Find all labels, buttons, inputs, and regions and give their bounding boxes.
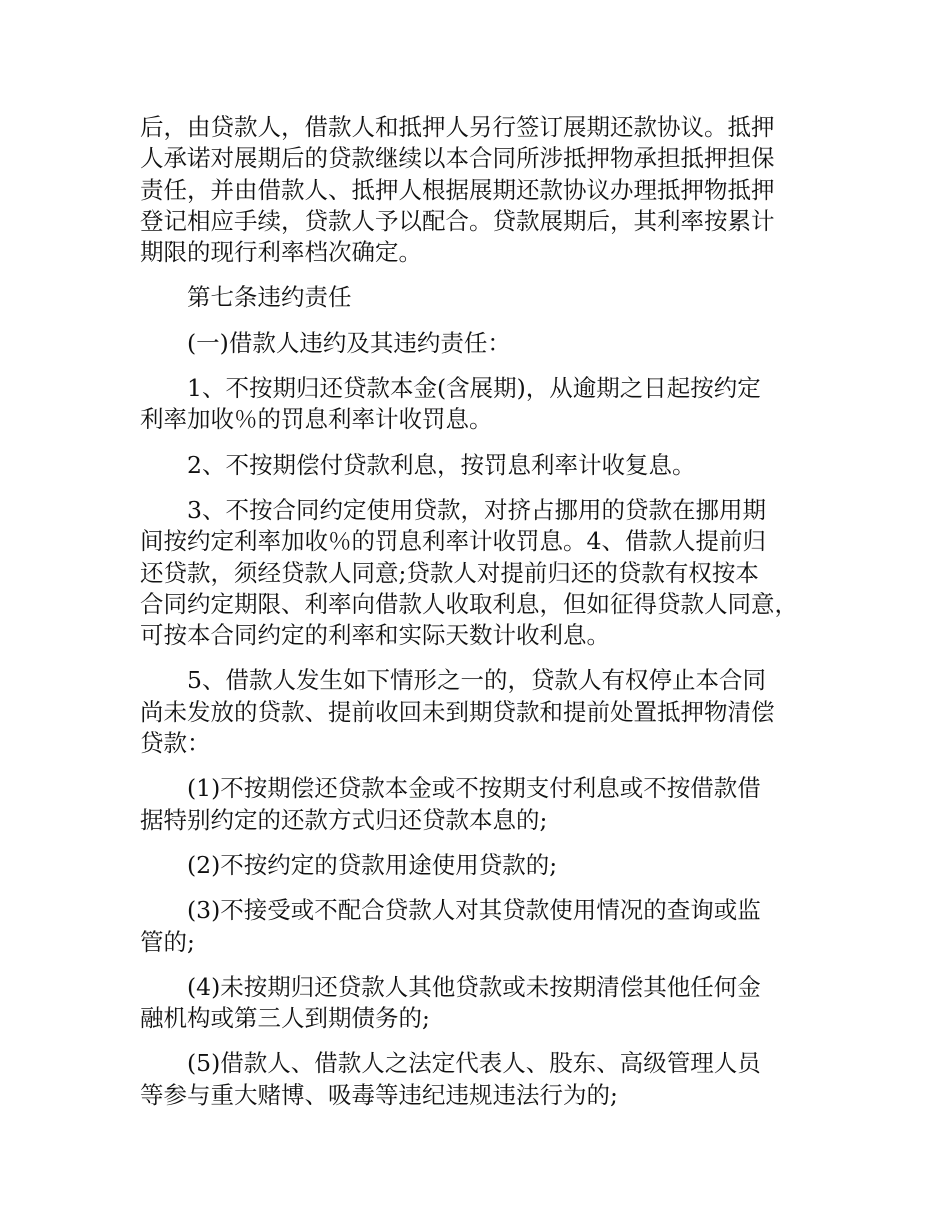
text-line: 登记相应手续，贷款人予以配合。贷款展期后，其利率按累计 — [140, 206, 775, 235]
clause-2 — [140, 450, 830, 481]
text-line: (5)借款人、借款人之法定代表人、股东、高级管理人员 — [187, 1049, 761, 1078]
subsection-heading-borrower-default — [140, 328, 830, 359]
text-line: 等参与重大赌博、吸毒等违纪违规违法行为的; — [140, 1080, 618, 1109]
text-line: (4)未按期归还贷款人其他贷款或未按期清偿其他任何金 — [187, 972, 761, 1001]
text-line: 3、不按合同约定使用贷款，对挤占挪用的贷款在挪用期 — [187, 495, 766, 524]
text-line: 利率加收％的罚息利率计收罚息。 — [140, 405, 493, 434]
text-line: 尚未发放的贷款、提前收回未到期贷款和提前处置抵押物清偿 — [140, 697, 775, 726]
text-line: (2)不按约定的贷款用途使用贷款的; — [187, 850, 558, 879]
text-line: 人承诺对展期后的贷款继续以本合同所涉抵押物承担抵押担保 — [140, 144, 775, 173]
text-line: 贷款： — [140, 729, 211, 758]
text-line: 期限的现行利率档次确定。 — [140, 238, 422, 267]
clause-1 — [140, 373, 830, 436]
clause-5-item-3 — [140, 895, 830, 958]
text-line: 融机构或第三人到期债务的; — [140, 1004, 430, 1033]
clause-5 — [140, 665, 830, 759]
text-line: 2、不按期偿付贷款利息，按罚息利率计收复息。 — [187, 450, 696, 479]
text-line: (一)借款人违约及其违约责任： — [187, 328, 511, 357]
text-line: 据特别约定的还款方式归还贷款本息的; — [140, 805, 548, 834]
text-line: 1、不按期归还贷款本金(含展期)，从逾期之日起按约定 — [187, 374, 761, 403]
text-line: 责任，并由借款人、抵押人根据展期还款协议办理抵押物抵押 — [140, 175, 775, 204]
clause-3-4 — [140, 495, 830, 651]
section-heading-article-7 — [140, 282, 830, 313]
clause-5-item-1 — [140, 773, 830, 836]
text-line: 第七条违约责任 — [187, 283, 352, 312]
text-line: 管的; — [140, 927, 195, 956]
paragraph-extension-repayment — [140, 112, 830, 268]
document-page — [140, 112, 830, 1125]
text-line: 5、借款人发生如下情形之一的，贷款人有权停止本合同 — [187, 666, 766, 695]
text-line: 可按本合同约定的利率和实际天数计收利息。 — [140, 621, 610, 650]
clause-5-item-5 — [140, 1048, 830, 1111]
text-line: 还贷款，须经贷款人同意;贷款人对提前归还的贷款有权按本 — [140, 558, 759, 587]
text-line: 后，由贷款人，借款人和抵押人另行签订展期还款协议。抵押 — [140, 113, 775, 141]
text-line: (1)不按期偿还贷款本金或不按期支付利息或不按借款借 — [187, 774, 761, 803]
text-line: (3)不接受或不配合贷款人对其贷款使用情况的查询或监 — [187, 896, 761, 925]
text-line: 合同约定期限、利率向借款人收取利息，但如征得贷款人同意， — [140, 589, 798, 618]
clause-5-item-4 — [140, 972, 830, 1035]
clause-5-item-2 — [140, 850, 830, 881]
text-line: 间按约定利率加收％的罚息利率计收罚息。4、借款人提前归 — [140, 527, 766, 556]
